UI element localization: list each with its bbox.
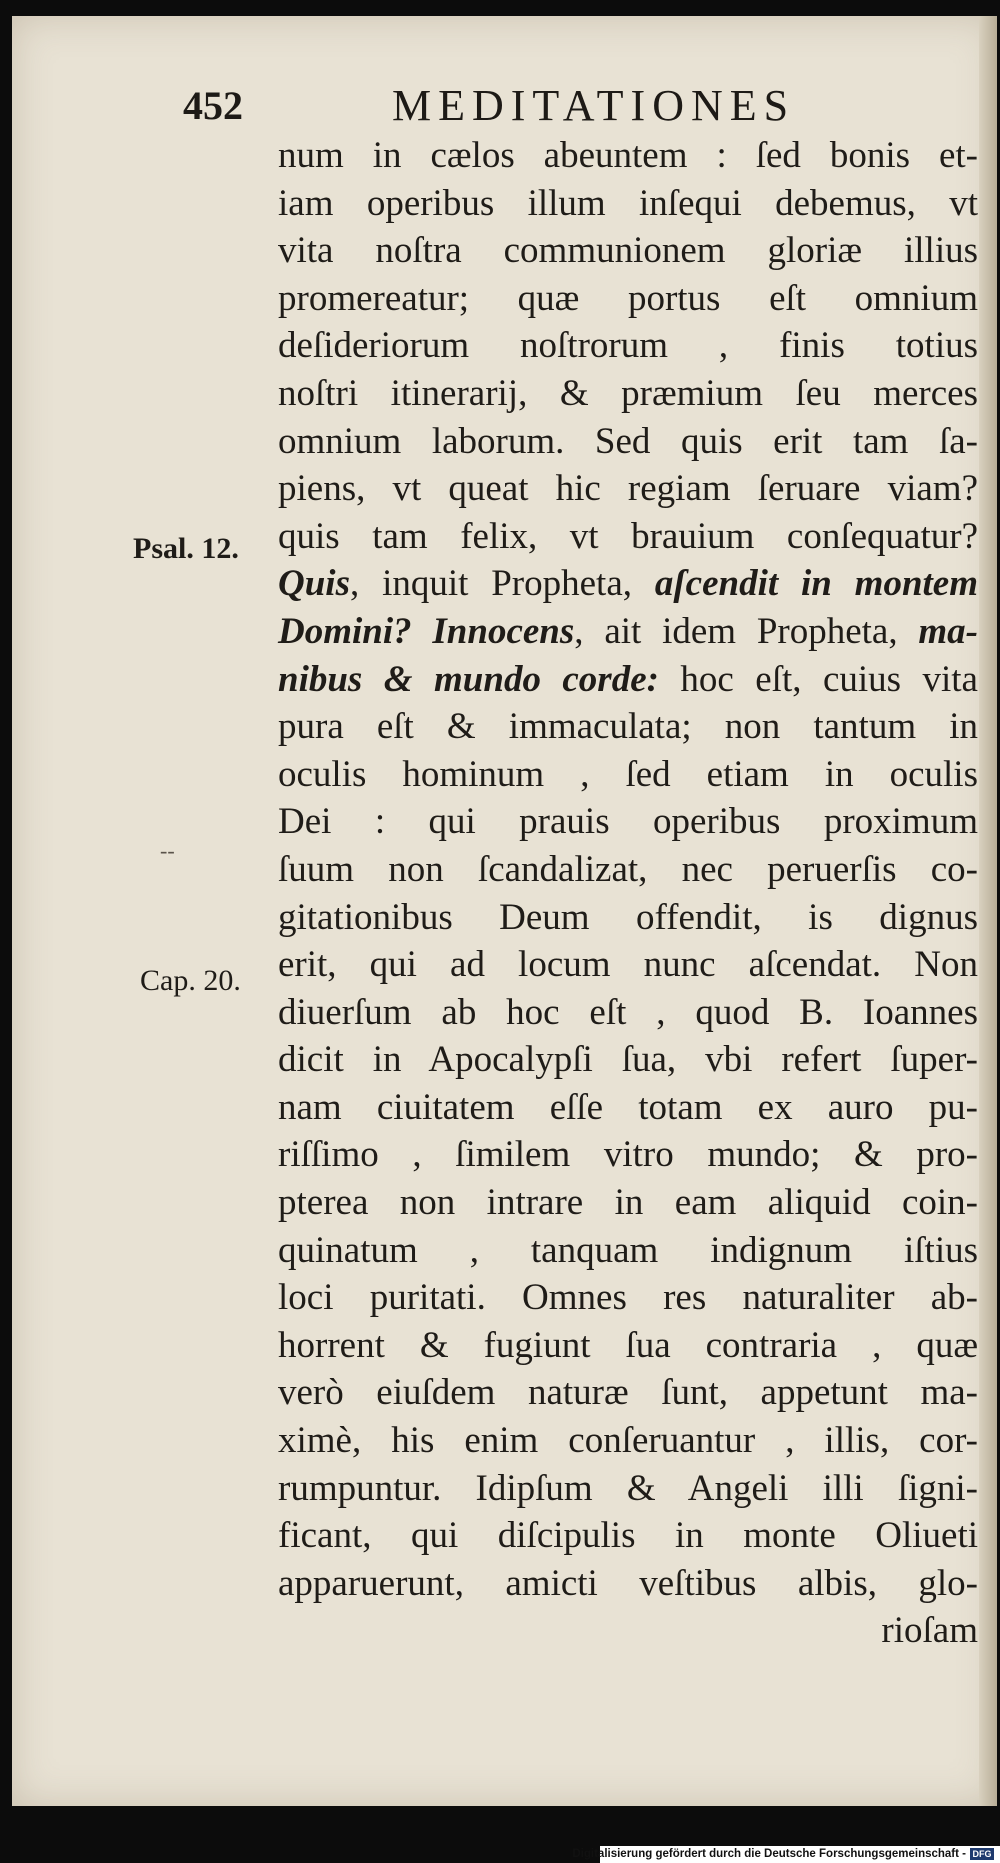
text-line: dicit in Apocalypſi ſua, vbi refert ſuper-	[278, 1039, 978, 1081]
text-line-mixed	[278, 608, 978, 656]
text-line: omnium laborum. Sed quis erit tam ſa-	[278, 420, 978, 462]
margin-note-psalm: Psal. 12.	[133, 532, 239, 565]
roman-run: , inquit Propheta,	[349, 563, 655, 605]
text-line: apparuerunt, amicti veſtibus albis, glo-	[278, 1562, 978, 1604]
italic-run: Quis	[278, 563, 350, 605]
text-line: nam ciuitatem eſſe totam ex auro pu-	[278, 1086, 978, 1128]
text-line-mixed	[278, 656, 978, 704]
text-line: verò eiuſdem naturæ ſunt, appetunt ma-	[278, 1372, 978, 1414]
roman-run: , ait idem Propheta,	[574, 610, 919, 652]
dfg-logo-icon: DFG	[970, 1848, 994, 1860]
text-line: quis tam felix, vt brauium conſequatur?	[278, 515, 978, 557]
italic-run: nibus & mundo corde:	[278, 658, 659, 700]
text-line: pura eſt & immaculata; non tantum in	[278, 706, 978, 748]
footer-credit: Digitalisierung gefördert durch die Deutsche Forschungsgemeinschaft -	[572, 1848, 966, 1860]
text-line: pterea non intrare in eam aliquid coin-	[278, 1182, 978, 1224]
text-line: horrent & fugiunt ſua contraria , quæ	[278, 1324, 978, 1366]
margin-note-dash: --	[160, 838, 175, 863]
italic-run: aſcendit in montem	[654, 563, 978, 605]
text-line: vita noſtra communionem gloriæ illius	[278, 230, 978, 272]
text-line: piens, vt queat hic regiam ſeruare viam?	[278, 468, 978, 510]
text-line: iam operibus illum inſequi debemus, vt	[278, 182, 978, 224]
text-line: num in cælos abeuntem : ſed bonis et-	[278, 135, 978, 176]
roman-run: hoc eſt, cuius vita	[658, 658, 978, 700]
italic-run: Domini? Innocens	[278, 610, 575, 652]
text-line: gitationibus Deum offendit, is dignus	[278, 896, 978, 938]
text-line: diuerſum ab hoc eſt , quod B. Ioannes	[278, 991, 978, 1033]
page-gutter-edge	[979, 16, 997, 1806]
running-head: MEDITATIONES	[392, 81, 796, 130]
text-line: oculis hominum , ſed etiam in oculis	[278, 753, 978, 795]
text-line: riſſimo , ſimilem vitro mundo; & pro-	[278, 1134, 978, 1176]
text-line: rumpuntur. Idipſum & Angeli illi ſigni-	[278, 1467, 978, 1509]
text-line: noſtri itinerarij, & præmium ſeu merces	[278, 372, 978, 414]
text-line: quinatum , tanquam indignum iſtius	[278, 1229, 978, 1271]
page-number: 452	[183, 83, 243, 128]
catchword: rioſam	[881, 1610, 978, 1652]
text-line: Dei : qui prauis operibus proximum	[278, 801, 978, 843]
text-line: ximè, his enim conſeruantur , illis, cor-	[278, 1420, 978, 1462]
margin-note-chapter: Cap. 20.	[140, 964, 241, 997]
text-line: erit, qui ad locum nunc aſcendat. Non	[278, 944, 978, 986]
italic-run: ma-	[918, 610, 978, 652]
body-text	[278, 132, 978, 1655]
text-line-mixed	[278, 560, 978, 608]
text-line: ſuum non ſcandalizat, nec peruerſis co-	[278, 848, 978, 890]
text-line: deſideriorum noſtrorum , finis totius	[278, 325, 978, 367]
text-line: promereatur; quæ portus eſt omnium	[278, 277, 978, 319]
text-line: ficant, qui diſcipulis in monte Oliueti	[278, 1515, 978, 1557]
text-line: loci puritati. Omnes res naturaliter ab-	[278, 1277, 978, 1319]
